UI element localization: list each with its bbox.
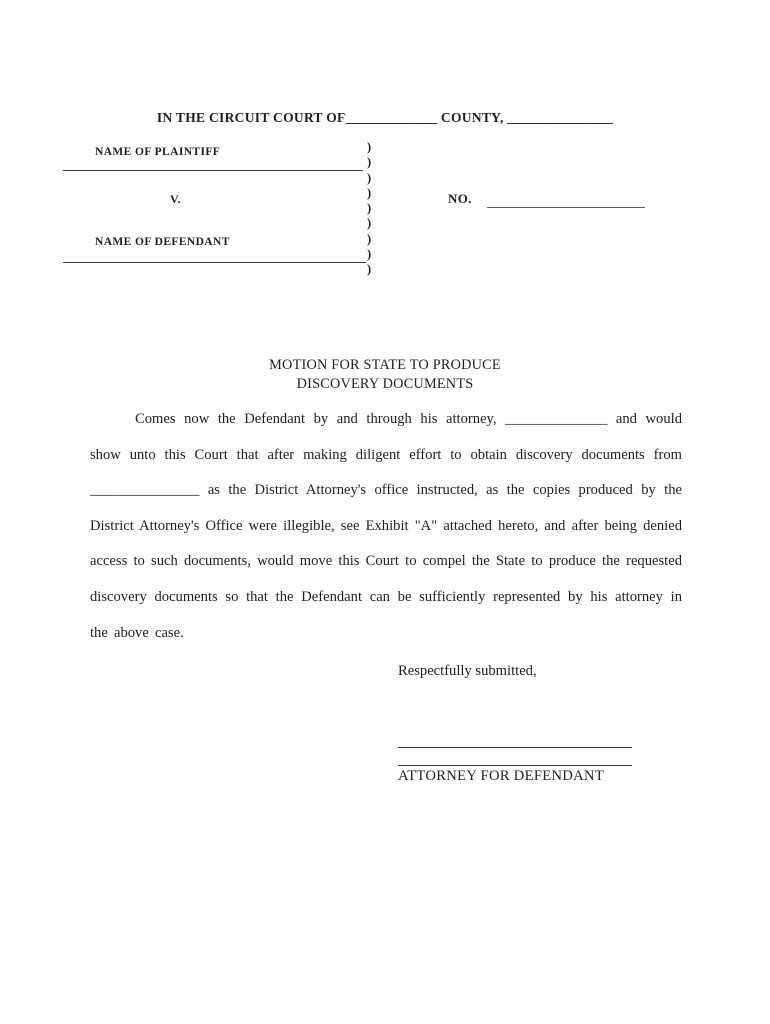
respectfully-submitted-text: Respectfully submitted,: [398, 663, 537, 679]
motion-body-paragraph: Comes now the Defendant by and through his attorney, ______________ and would show unto this Court that after making diligent effort to obtain discovery documents from _______________ as the District Attorney's office instructed, as the copies produced by the District Attorney's Office were illegible, see Exhibit "A" attached hereto, and after being denied access to such documents, would move this Court to compel the State to produce the requested discovery documents so that the Defendant can be sufficiently represented by his attorney in the above case.: [90, 411, 682, 641]
motion-title-line1: MOTION FOR STATE TO PRODUCE: [269, 357, 501, 373]
caption-paren: ): [367, 185, 372, 200]
versus-label: V.: [170, 192, 181, 206]
plaintiff-name-blank[interactable]: [63, 170, 363, 171]
defendant-name-blank[interactable]: [63, 262, 366, 263]
court-header: IN THE CIRCUIT COURT OF_____________ COUNTY, _______________: [156, 110, 614, 125]
attorney-name-blank[interactable]: [398, 765, 632, 766]
defendant-label: NAME OF DEFENDANT: [95, 236, 230, 248]
case-number-blank[interactable]: [487, 207, 645, 208]
signature-blank[interactable]: [398, 747, 632, 748]
plaintiff-label: NAME OF PLAINTIFF: [95, 146, 221, 158]
motion-title-line2: DISCOVERY DOCUMENTS: [296, 376, 474, 392]
caption-paren: ): [367, 216, 372, 231]
caption-paren: ): [367, 140, 372, 154]
caption-paren: ): [367, 262, 372, 277]
caption-paren: ): [367, 170, 372, 185]
caption-paren: ): [367, 247, 372, 262]
caption-paren: ): [367, 201, 372, 216]
case-number-label: NO.: [448, 191, 472, 206]
attorney-for-defendant-label: ATTORNEY FOR DEFENDANT: [398, 768, 605, 784]
motion-title: [0, 356, 770, 394]
caption-paren: ): [367, 231, 372, 246]
caption-parentheses-column: [367, 140, 371, 278]
caption-paren: ): [367, 155, 372, 170]
